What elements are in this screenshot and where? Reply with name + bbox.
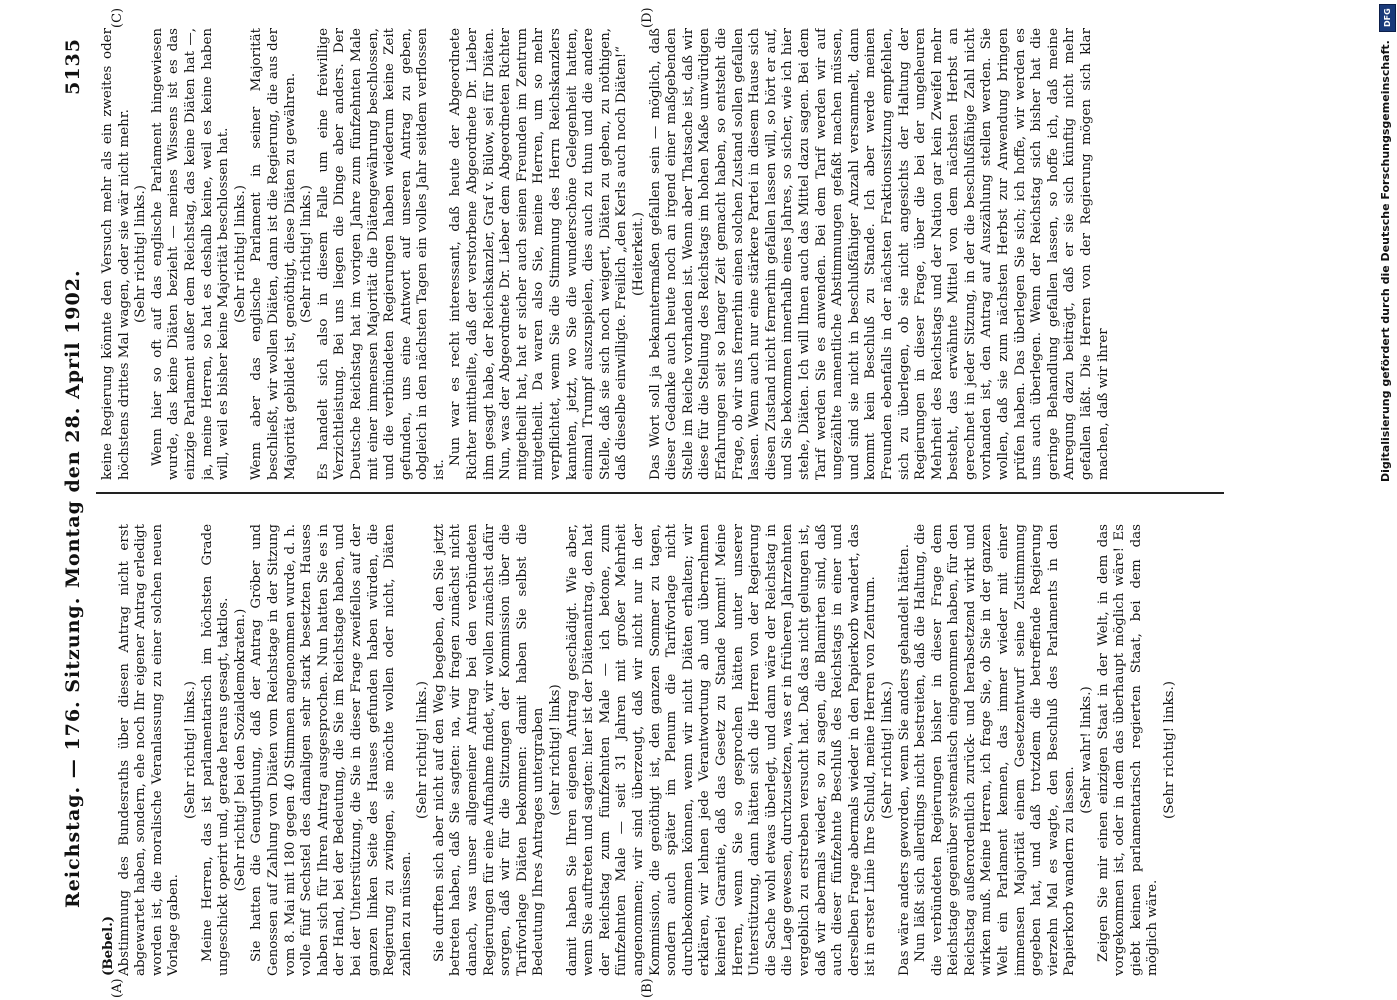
interjection: (Sehr richtig! links.) [879,681,895,819]
paragraph: keine Regierung könnte den Versuch mehr als ein zweites oder höchstens drittes Mal wagen, oder sie wär nicht mehr. [100,28,132,480]
interjection: (Sehr richtig! links.) [133,185,149,323]
interjection: (Sehr richtig! links.) [1162,681,1177,819]
margin-marker-b: (B) [640,978,655,998]
paragraph: Wenn hier so oft auf das englische Parlament hingewiesen wurde, das keine Diäten bezieht — meines Wissens ist es das einzige Parlament außer dem Reichstag, das keine Diäten hat —, ja, meine Herren, so hat es deshalb keine, weil es keine haben will, weil es bisher keine Majorität beschlossen hat. [149,28,232,480]
interjection: (Heiterkeit.) [631,212,646,296]
paragraph: Nun läßt sich allerdings nicht bestreiten, daß die Haltung, die die verbündeten Regierungen bisher in dieser Frage dem Reichstage gegenüber systematisch eingenommen haben, für den Reichstag außerordentlich zurück- und herabsetzend wirkt und wirken muß. Meine Herren, ich frage Sie, ob Sie in der ganzen Welt ein Parlament kennen, das immer wieder mit einer immensen Majorität einem Gesetzentwurf seine Zustimmung gegeben hat, und daß trotzdem die betreffende Regierung vierzehn Mal es wagte, den Beschluß des Parlaments in den Papierkorb wandern zu lassen. [913,524,1078,976]
paragraph: Das Wort soll ja bekanntermaßen gefallen sein — möglich, daß dieser Gedanke auch heute noch an irgend einer maßgebenden Stelle im Reiche vorhanden ist. Wenn aber Thatsache ist, daß wir diese für die Stellung des Reichstags im hohen Maße unwürdigen Erfahrungen seit so langer Zeit gemacht haben, so entsteht die Frage, ob wir uns fernerhin einen solchen Zustand sollen gefallen lassen. Wenn auch nur eine stärkere Partei in diesem Hause sich diesen Zustand nicht fernerhin gefallen lassen will, so hört er auf, und Sie bekommen innerhalb eines Jahres, so sicher, wie ich hier stehe, Diäten. Ich will Ihnen auch das Mittel dazu sagen. Bei dem Tarif werden Sie es anwenden. Bei dem Tarif werden wir auf ungezählte namentliche Abstimmungen gefaßt machen müssen, und sind sie nicht in beschlußfähiger Anzahl versammelt, dann kommt kein Beschluß zu Stande. Ich aber werde meinen Freunden ebenfalls in der nächsten Fraktionssitzung empfehlen, sich zu überlegen, ob sie nicht angesichts der Haltung der Regierungen in dieser Frage, über die bei der ungeheuren Mehrheit des Reichstags und der Nation gar kein Zweifel mehr besteht, das erwähnte Mittel von dem nächsten Herbst an gerechnet in jeder Sitzung, in der die beschlußfähige Zahl nicht vorhanden ist, den Antrag auf Auszählung stellen werden. Sie wollen, daß sie zum nächsten Herbst zur Anwendung bringen prüfen haben. Das überlegen Sie sich; ich hoffe, wir werden es uns auch überlegen. Wenn der Reichstag sich bisher hat die geringe Behandlung gefallen lassen, so hoffe ich, daß meine Anregung dazu beiträgt, daß er sie sich künftig nicht mehr gefallen läßt. Die Herren von der Regierung mögen sich klar machen, daß wir ihrer [647,28,1111,480]
paragraph: Das wäre anders geworden, wenn Sie anders gehandelt hätten. [896,543,912,976]
interjection: (Sehr richtig! bei den Sozialdemokraten.) [232,608,248,892]
header-date: Montag den 28. April 1902. [62,269,84,588]
paragraph: Sie durften sich aber nicht auf den Weg begeben, den Sie jetzt betreten haben, daß Sie sagten: na, wir fragen zunächst nicht danach, was unser allgemeiner Antrag bei den verbündeten Regierungen für eine Aufnahme findet, wir wollen zunächst dafür sorgen, daß wir für die Sitzungen der Kommission über die Tarifvorlage Diäten bekommen: damit haben Sie selbst die Bedeutung Ihres Antrages untergraben [431,524,547,976]
margin-marker-a: (A) [110,978,125,998]
digitization-credit: Digitalisierung gefördert durch die Deutsche Forschungsgemeinschaft. [1379,40,1392,482]
column-rule [96,492,1224,494]
paragraph: Zeigen Sie mir einen einzigen Staat in der Welt, in dem das vorgekommen ist, oder in dem das überhaupt möglich wäre! Es giebt keinen parlamentarisch regierten Staat, bei dem das möglich wäre. [1095,524,1161,976]
page-number: 5135 [62,38,84,95]
speaker-label: (Bebel.) [100,915,116,976]
interjection: (Sehr richtig! links.) [299,185,315,323]
interjection: (Sehr wahr! links.) [1079,686,1095,814]
paragraph: Es handelt sich also in diesem Falle um eine freiwillige Verzichtleistung. Bei uns liegen die Dinge aber anders. Der Deutsche Reichstag hat im vorigen Jahre zum fünfzehnten Male mit einer immensen Majorität die Diätengewährung beschlossen, und die verbündeten Regierungen haben wiederum keine Zeit gefunden, uns eine Antwort auf unseren Antrag zu geben, obgleich in den nächsten Tagen ein volles Jahr seitdem verflossen ist. [315,28,447,480]
right-column [100,28,1226,480]
interjection: (Sehr richtig! links.) [182,681,198,819]
page-header [62,18,88,988]
header-left: Reichstag. — 176. Sitzung. [62,596,84,908]
dfg-logo-icon: DFG [1379,4,1396,32]
left-column [100,524,1226,976]
interjection: (Sehr richtig! links.) [232,185,248,323]
paragraph: Nun war es recht interessant, daß heute der Abgeordnete Richter mittheilte, daß der verstorbene Abgeordnete Dr. Lieber ihm gesagt habe, der Reichskanzler, Graf v. Bülow, sei für Diäten. Nun, was der Abgeordnete Dr. Lieber dem Abgeordneten Richter mitgetheilt hat, hat er sicher auch seinen Freunden im Zentrum mitgetheilt. Da waren also Sie, meine Herren, um so mehr verpflichtet, wenn Sie die Stimmung des Herrn Reichskanzlers kannten, jetzt, wo Sie die wunderschöne Gelegenheit hatten, einmal Trumpf auszuspielen, dies auch zu thun und die andere Stelle, daß sie sich noch weigert, Diäten zu geben, zu nöthigen, daß dieselbe einwilligte. Freilich „den Kerls auch noch Diäten!“ [448,28,630,480]
paragraph: Sie hatten die Genugthuung, daß der Antrag Gröber und Genossen auf Zahlung von Diäten vom Reichstage in der Sitzung vom 8. Mai mit 180 gegen 40 Stimmen angenommen wurde, d. h. volle fünf Sechstel des damaligen sehr stark besetzten Hauses haben sich für Ihren Antrag ausgesprochen. Nun hatten Sie es in der Hand, bei der Bedeutung, die Sie im Reichstage haben, und bei der Unterstützung, die Sie in dieser Frage zweifellos auf der ganzen linken Seite des Hauses gefunden haben würden, die Regierung zu zwingen, sie möchte wollen oder nicht, Diäten zahlen zu müssen. [249,524,414,976]
paragraph: Meine Herren, das ist parlamentarisch im höchsten Grade ungeschickt operirt und, gerade heraus gesagt, taktlos. [199,524,232,976]
digitization-sidebar [1376,0,1397,1000]
interjection: (sehr richtig! links) [548,684,564,816]
margin-marker-d: (D) [640,7,655,28]
margin-marker-c: (C) [110,7,125,28]
paragraph: Abstimmung des Bundesraths über diesen Antrag nicht erst abgewartet haben, sondern, ehe noch Ihr eigener Antrag erledigt worden ist, die moralische Veranlassung zu einer solchen neuen Vorlage gaben. [116,524,182,976]
paragraph: Wenn aber das englische Parlament in seiner Majorität beschließt, wir wollen Diäten, dann ist die Regierung, die aus der Majorität gebildet ist, genöthigt, diese Diäten zu gewähren. [249,28,298,480]
interjection: (Sehr richtig! links.) [415,681,431,819]
paragraph: damit haben Sie Ihren eigenen Antrag geschädigt. Wie aber, wenn Sie auftreten und sagten: hier ist der Diätenantrag, den hat der Reichstag zum fünfzehnten Male — ich betone, zum fünfzehnten Male — seit 31 Jahren mit großer Mehrheit angenommen; wir sind überzeugt, daß wir nicht nur in der Kommission, die genöthigt ist, den ganzen Sommer zu tagen, sondern auch später im Plenum die Tarifvorlage nicht durchbekommen können, wenn wir nicht Diäten erhalten; wir erklären, wir lehnen jede Verantwortung ab und übernehmen keinerlei Garantie, daß das Gesetz zu Stande kommt! Meine Herren, wenn Sie so gesprochen hätten unter unserer Unterstützung, dann hätten sich die Herren von der Regierung die Sache wohl etwas überlegt, und dann wäre der Reichstag in die Lage gewesen, durchzusetzen, was er in früheren Jahrzehnten vergeblich zu erstreben versucht hat. Daß das nicht gelungen ist, daß wir abermals wieder, so zu sagen, die Blamirten sind, daß auch dieser fünfzehnte Beschluß des Reichstags in einer und derselben Frage abermals wieder in den Papierkorb wandert, das ist in erster Linie Ihre Schuld, meine Herren von Zentrum. [564,524,879,976]
